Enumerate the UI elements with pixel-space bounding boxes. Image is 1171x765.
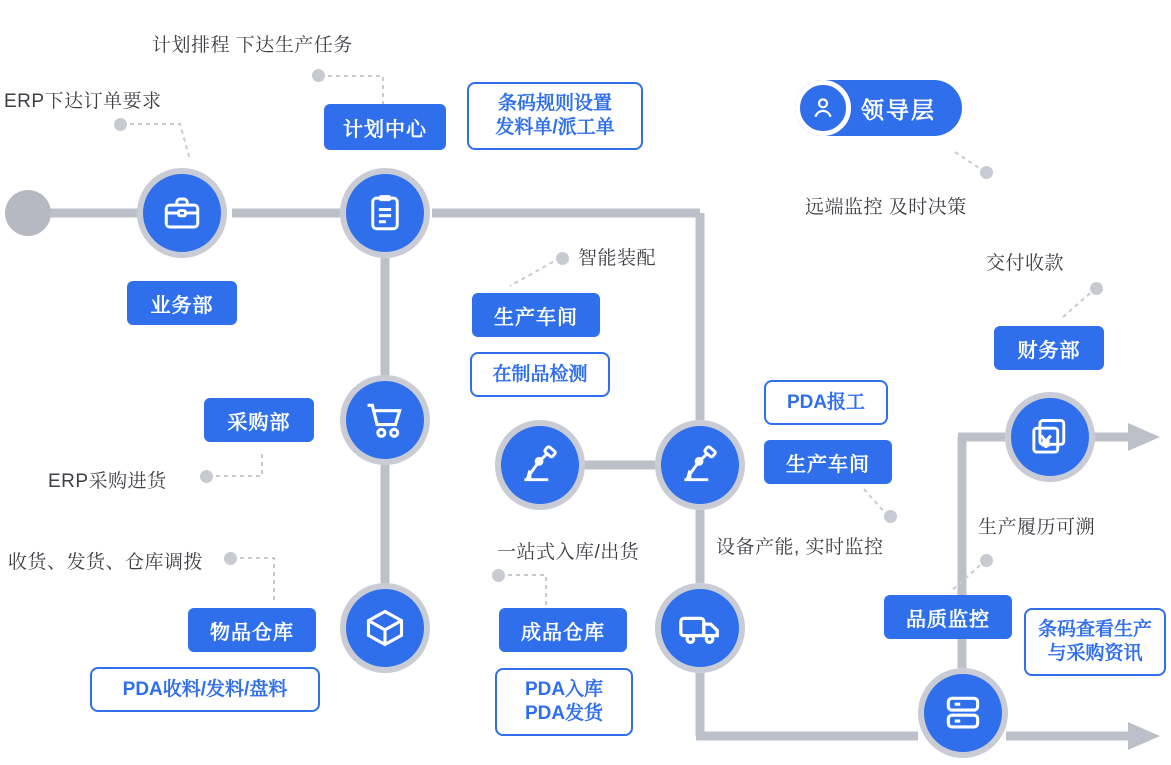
barcode-query-line-2: 与采购资讯 <box>1047 643 1143 664</box>
cart-icon <box>363 398 407 442</box>
leader-dot-smart-assembly <box>556 252 569 265</box>
node-plan-clipboard-icon[interactable] <box>340 168 430 258</box>
chip-business-dept[interactable]: 业务部 <box>127 281 237 325</box>
note-smart-assembly: 智能装配 <box>578 248 657 269</box>
barcode-query-line-1: 条码查看生产 <box>1038 619 1153 641</box>
node-delivery-truck-icon[interactable] <box>655 583 745 673</box>
pda-report-line-1: PDA报工 <box>786 391 866 413</box>
leader-dot-erp-purchase <box>200 470 213 483</box>
truck-icon <box>677 605 723 651</box>
barcode-rule-line-1: 条码规则设置 <box>497 93 612 115</box>
leader-dot-receive-ship <box>224 552 237 565</box>
node-finance-invoice-icon[interactable] <box>1005 392 1095 482</box>
chip-finished-warehouse[interactable]: 成品仓库 <box>499 608 627 652</box>
wip-inspection-line-1: 在制品检测 <box>492 363 588 385</box>
node-purchase-cart-icon[interactable] <box>340 375 430 465</box>
chip-barcode-query[interactable] <box>1024 608 1166 676</box>
chip-purchase-dept[interactable]: 采购部 <box>204 398 314 442</box>
leader-dot-plan-schedule <box>312 69 325 82</box>
note-remote-monitor: 远端监控 及时决策 <box>805 197 967 218</box>
leader-dot-equipment <box>884 510 897 523</box>
chip-finance-dept[interactable]: 财务部 <box>994 326 1104 370</box>
chip-item-warehouse[interactable]: 物品仓库 <box>188 608 316 652</box>
arrow-head-right-top <box>1128 423 1160 451</box>
node-robot-arm-b-icon[interactable] <box>655 420 745 510</box>
leadership-pill[interactable] <box>795 80 962 136</box>
pda-material-line-1: PDA收料/发料/盘料 <box>122 678 288 700</box>
chip-pda-report[interactable] <box>764 380 888 425</box>
start-node <box>5 190 51 236</box>
note-erp-order: ERP下达订单要求 <box>4 91 162 112</box>
chip-quality-monitor[interactable]: 品质监控 <box>884 595 1012 639</box>
chip-production-shop-2[interactable]: 生产车间 <box>764 440 892 484</box>
arrow-head-right-bottom <box>1128 722 1160 750</box>
pda-inbound-line-1: PDA入库 <box>524 679 604 701</box>
box-icon <box>363 606 407 650</box>
chip-pda-inbound[interactable] <box>495 668 633 736</box>
note-traceability: 生产履历可溯 <box>978 517 1096 538</box>
note-equipment: 设备产能, 实时监控 <box>716 537 884 558</box>
leader-dot-onestop <box>492 569 505 582</box>
leader-dot-delivery <box>1090 282 1103 295</box>
node-quality-server-icon[interactable] <box>918 668 1008 758</box>
note-plan-schedule: 计划排程 下达生产任务 <box>152 35 353 56</box>
leader-dot-erp-order <box>114 118 127 131</box>
node-warehouse-box-icon[interactable] <box>340 583 430 673</box>
note-erp-purchase: ERP采购进货 <box>48 471 167 492</box>
robot-arm-icon <box>518 443 562 487</box>
node-business-briefcase-icon[interactable] <box>137 168 227 258</box>
clipboard-icon <box>364 192 406 234</box>
chip-plan-center[interactable]: 计划中心 <box>324 104 446 150</box>
leader-dot-remote-monitor <box>980 166 993 179</box>
chip-pda-material[interactable] <box>90 667 320 712</box>
server-icon <box>941 691 985 735</box>
robot-arm-icon <box>678 443 722 487</box>
invoice-yen-icon <box>1028 415 1072 459</box>
barcode-rule-line-2: 发料单/派工单 <box>495 117 615 138</box>
chip-wip-inspection[interactable] <box>470 352 610 397</box>
chip-production-shop[interactable]: 生产车间 <box>472 293 600 337</box>
pda-inbound-line-2: PDA发货 <box>524 703 604 724</box>
node-robot-arm-a-icon[interactable] <box>495 420 585 510</box>
person-icon <box>795 80 851 136</box>
note-delivery: 交付收款 <box>986 253 1065 274</box>
briefcase-icon <box>161 192 203 234</box>
note-onestop: 一站式入库/出货 <box>497 542 640 563</box>
leader-dot-traceability <box>980 554 993 567</box>
note-receive-ship: 收货、发货、仓库调拨 <box>8 552 204 573</box>
chip-barcode-rule[interactable] <box>467 82 643 150</box>
leadership-label: 领导层 <box>861 96 936 123</box>
